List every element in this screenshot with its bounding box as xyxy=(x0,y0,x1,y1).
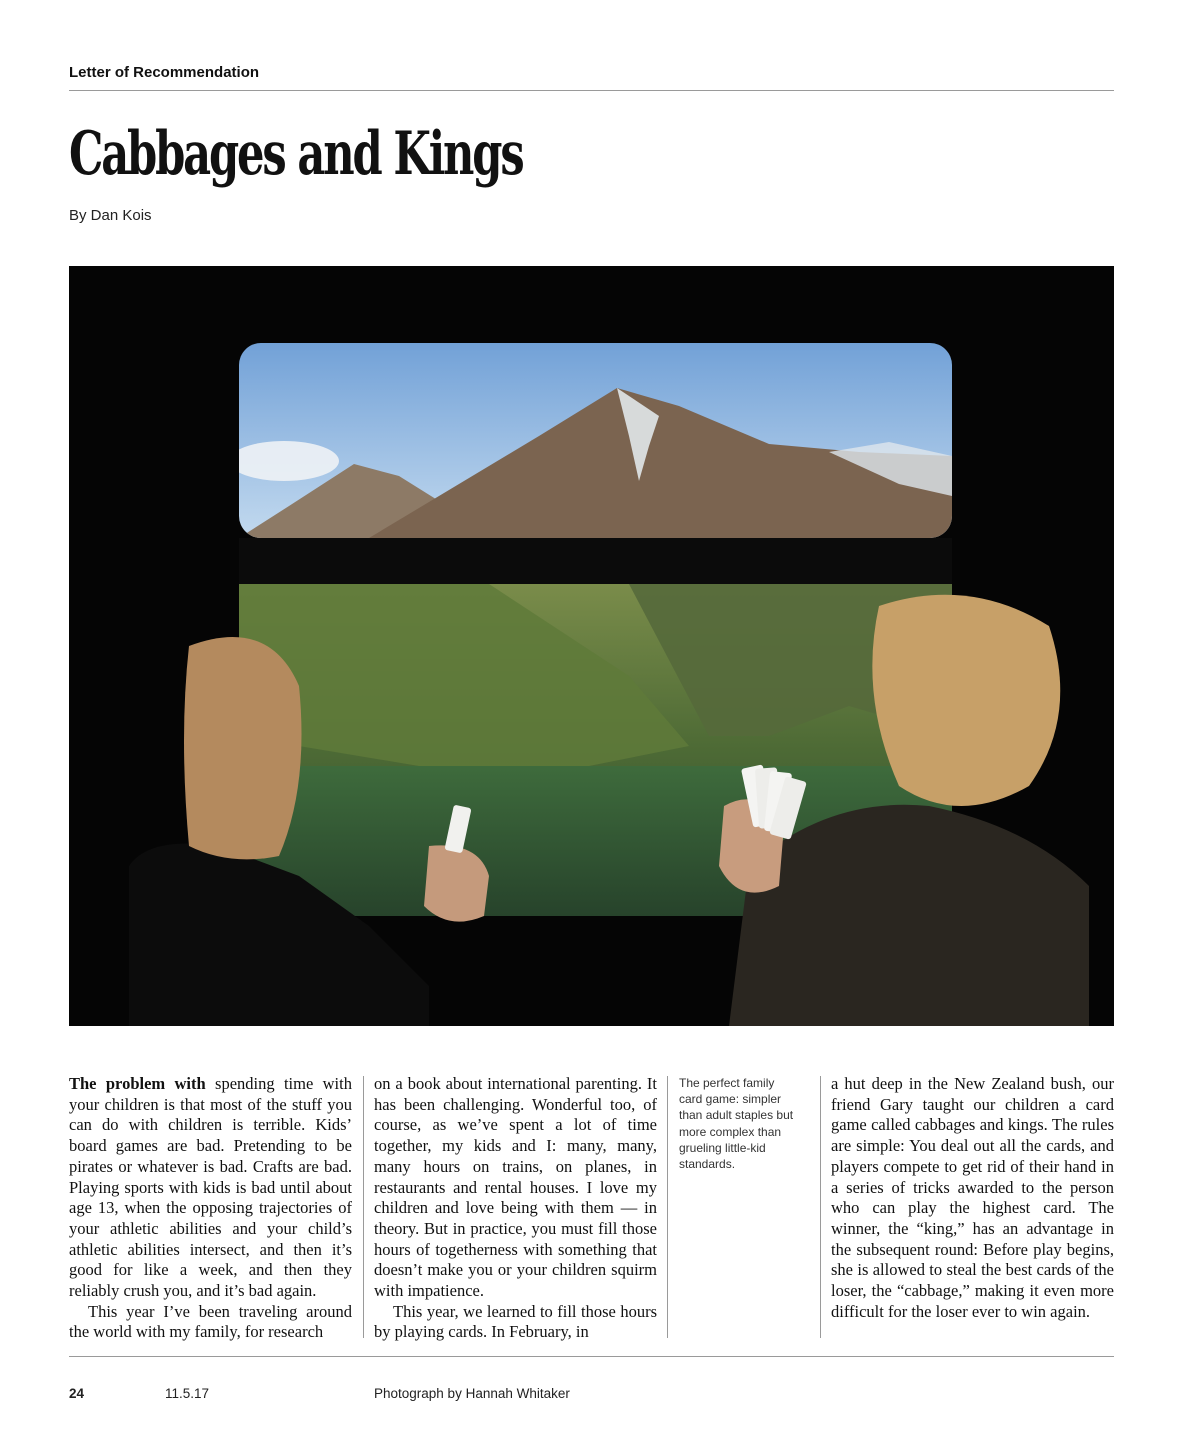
column-rule xyxy=(363,1076,364,1338)
column-rule xyxy=(667,1076,668,1338)
photo-credit: Photograph by Hannah Whitaker xyxy=(374,1386,570,1401)
cloud xyxy=(229,441,339,481)
lead-in: The problem with xyxy=(69,1074,206,1093)
paragraph: a hut deep in the New Zealand bush, our friend Gary taught our children a card game called cabbages and kings. The rules are simple: You deal out all the cards, and players compete to get rid of their hand in a series of tricks awarded to the person who can play the highest card. The winner, the “king,” has an advantage in the subsequent round: Before play begins, she is allowed to steal the best cards of the loser, the “cabbage,” making it even more difficult for the loser ever to win again. xyxy=(831,1074,1114,1321)
header-rule xyxy=(69,90,1114,91)
footer-rule xyxy=(69,1356,1114,1357)
article-title: Cabbages and Kings xyxy=(69,119,523,189)
article-column-1 xyxy=(69,1074,352,1343)
paragraph: spending time with your children is that most of the stuff you can do with children is terrible. Kids’ board games are bad. Pretending to be pirates or whatever is bad. Crafts are bad. Playing sports with kids is bad until about age 13, when the opposing trajectories of your athletic abilities and your child’s athletic abilities intersect, and then it’s good for like a week, and then they reliably crush you, and it’s bad again. xyxy=(69,1074,352,1301)
article-photo xyxy=(69,266,1114,1026)
column-rule xyxy=(820,1076,821,1338)
article-column-3 xyxy=(831,1074,1114,1322)
paragraph: This year, we learned to fill those hours by playing cards. In February, in xyxy=(374,1301,657,1342)
photo-caption: The perfect family card game: simpler than adult staples but more complex than grueling little-kid standards. xyxy=(679,1076,794,1172)
article-column-2 xyxy=(374,1074,657,1343)
page-number: 24 xyxy=(69,1386,85,1401)
upper-window-pane xyxy=(229,336,969,546)
issue-date: 11.5.17 xyxy=(165,1386,210,1401)
byline: By Dan Kois xyxy=(69,207,152,224)
paragraph: on a book about international parenting. It has been challenging. Wonderful too, of course, as we’ve spent a lot of time together, my kids and I: many, many, many hours on trains, on planes, in restaurants and rental houses. I love my children and love being with them — in theory. But in practice, you must fill those hours of togetherness with something that doesn’t make you or your children squirm with impatience. xyxy=(374,1074,657,1301)
section-label: Letter of Recommendation xyxy=(69,64,260,81)
paragraph: This year I’ve been traveling around the world with my family, for research xyxy=(69,1301,352,1342)
window-divider xyxy=(239,538,952,584)
